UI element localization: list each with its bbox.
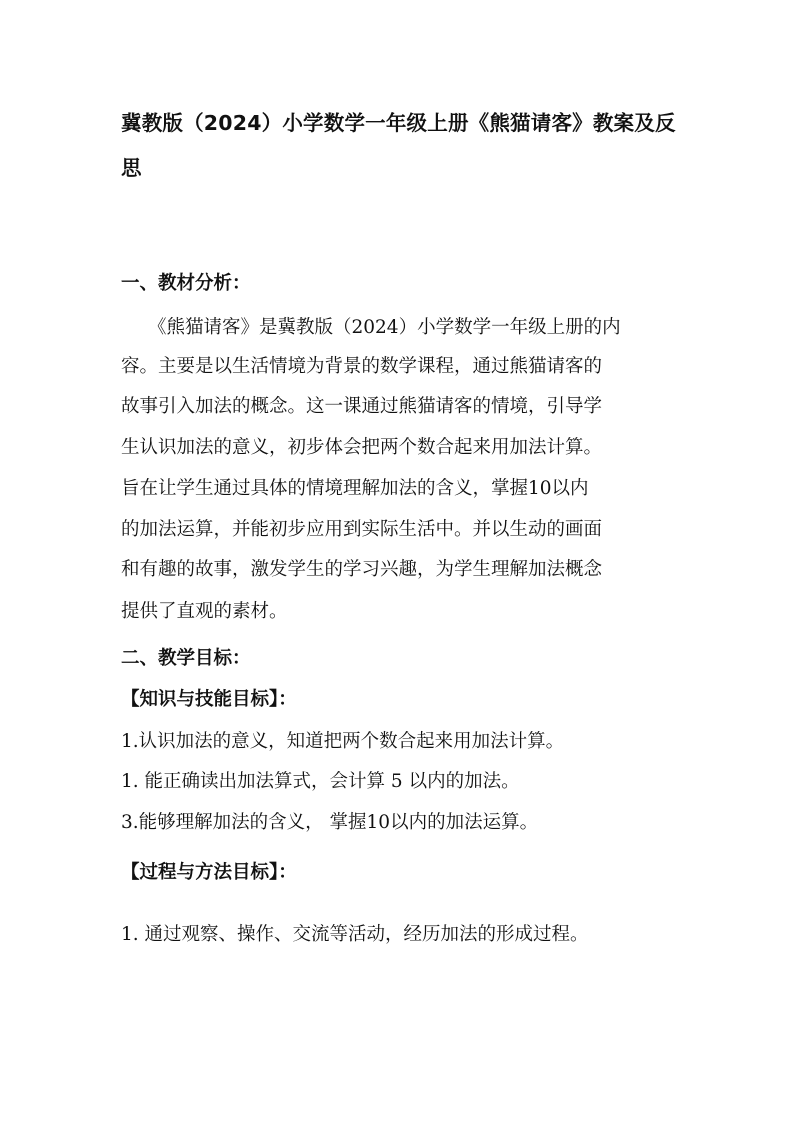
paragraph-line: 的加法运算，并能初步应用到实际生活中。并以生动的画面 <box>121 519 603 540</box>
goal-item: 1. 能正确读出加法算式，会计算 5 以内的加法。 <box>121 771 520 792</box>
paragraph-line: 旨在让学生通过具体的情境理解加法的含义，掌握10以内 <box>121 478 589 499</box>
section-heading-textbook-analysis: 一、教材分析： <box>121 273 251 294</box>
paragraph-line: 容。主要是以生活情境为背景的数学课程，通过熊猫请客的 <box>121 356 603 377</box>
paragraph-line: 提供了直观的素材。 <box>121 601 288 622</box>
goal-item: 1.认识加法的意义，知道把两个数合起来用加法计算。 <box>121 731 565 752</box>
section-heading-teaching-goals: 二、教学目标： <box>121 648 251 669</box>
paragraph-line: 故事引入加法的概念。这一课通过熊猫请客的情境，引导学 <box>121 396 603 417</box>
goal-item: 1. 通过观察、操作、交流等活动，经历加法的形成过程。 <box>121 924 589 945</box>
subsection-heading-process-method: 【过程与方法目标】： <box>121 862 297 883</box>
subsection-heading-knowledge-skills: 【知识与技能目标】： <box>121 689 297 710</box>
paragraph-line: 和有趣的故事，激发学生的学习兴趣，为学生理解加法概念 <box>121 559 603 580</box>
document-title: 冀教版（2024）小学数学一年级上册《熊猫请客》教案及反思 <box>121 111 676 180</box>
paragraph-line: 生认识加法的意义，初步体会把两个数合起来用加法计算。 <box>121 437 603 458</box>
paragraph-line: 《熊猫请客》是冀教版（2024）小学数学一年级上册的内 <box>148 317 621 338</box>
goal-item: 3.能够理解加法的含义， 掌握10以内的加法运算。 <box>121 812 539 833</box>
